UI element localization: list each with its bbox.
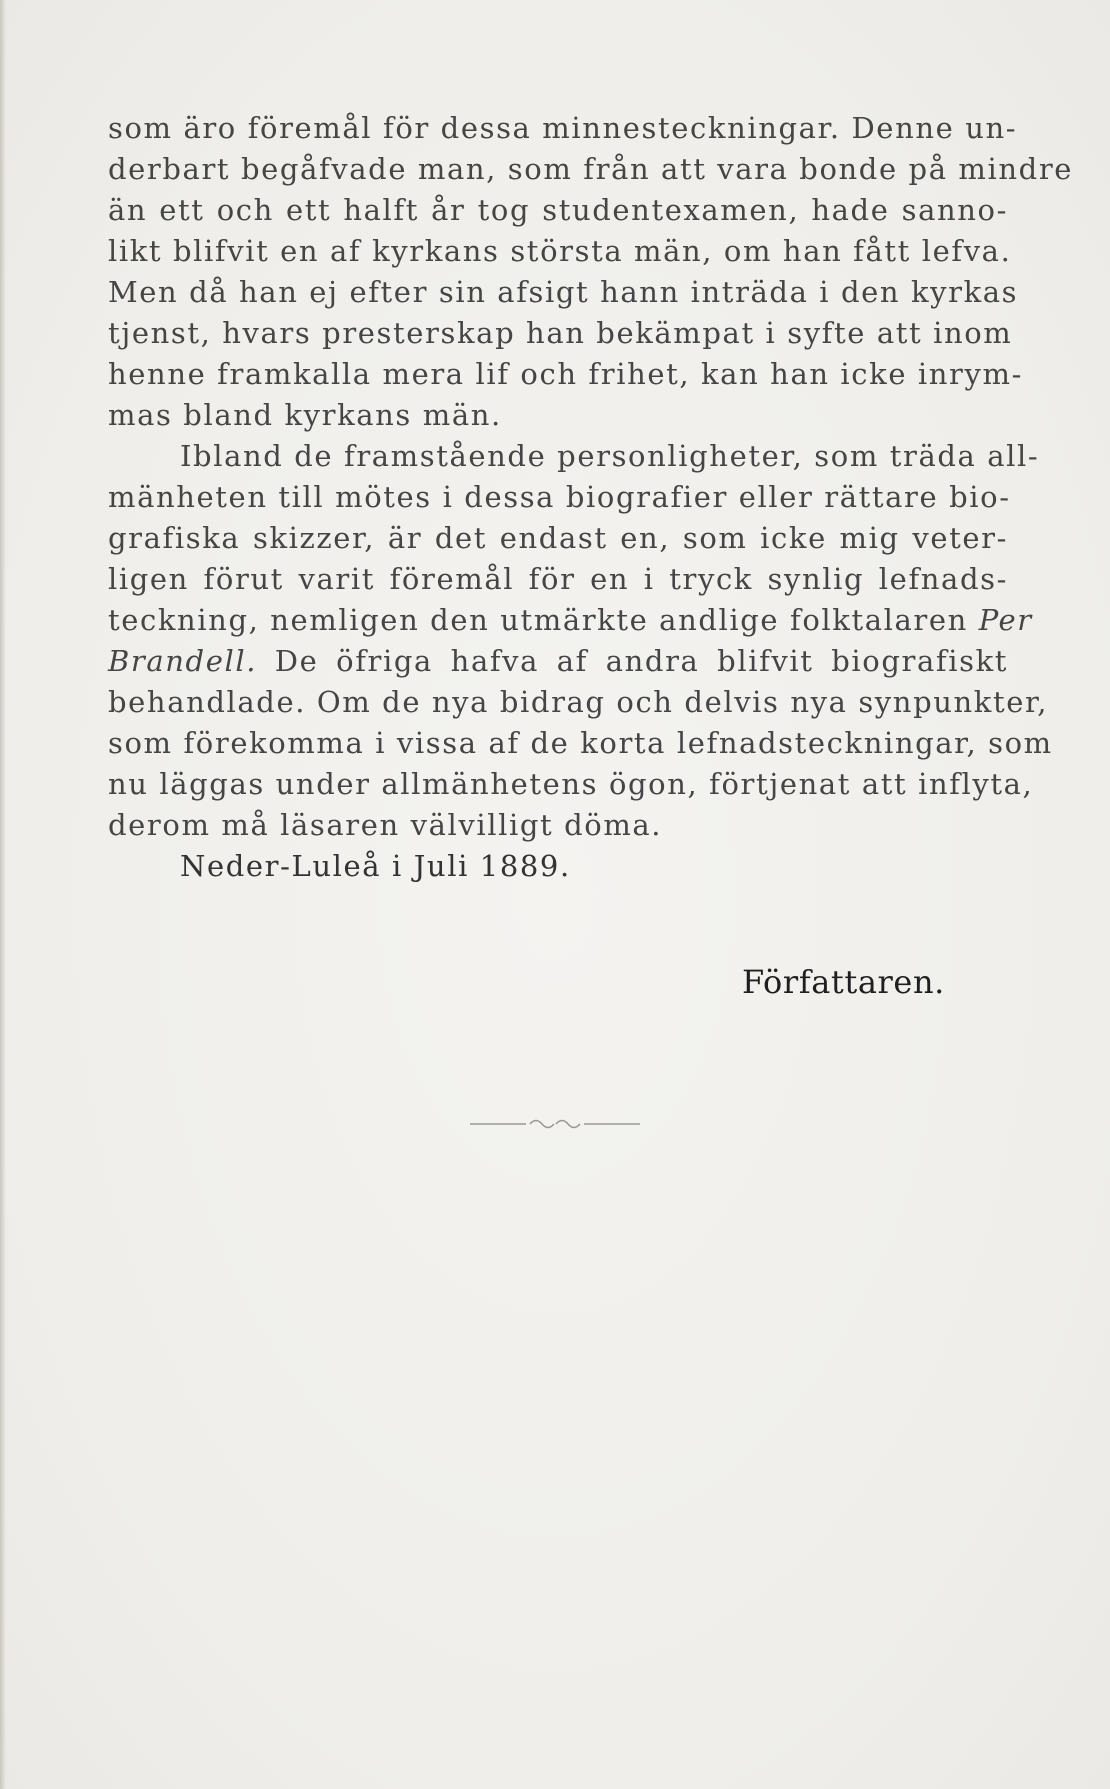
text-line: mänheten till mötes i dessa biografier eller rättare bio- [108, 480, 1011, 514]
text-line: behandlade. Om de nya bidrag och delvis nya synpunkter, [108, 685, 1049, 719]
text-line: som äro föremål för dessa minnesteckningar. Denne un- [108, 111, 1018, 145]
text-line: Ibland de framstående personligheter, som träda all- [180, 439, 1040, 473]
text-line: ligen förut varit föremål för en i tryck synlig lefnads- [108, 562, 1008, 596]
author-signature: Författaren. [742, 963, 945, 1001]
text-line-with-name [108, 641, 1008, 682]
text-line: nu läggas under allmänhetens ögon, förtjenat att inflyta, [108, 767, 1034, 801]
text-line-with-name [108, 600, 1033, 641]
text-line: än ett och ett halft år tog studentexamen, hade sanno- [108, 193, 1008, 227]
text-line: grafiska skizzer, är det endast en, som icke mig veter- [108, 521, 1008, 555]
person-name-part: Per [978, 603, 1033, 637]
text-line: likt blifvit en af kyrkans största män, om han fått lefva. [108, 234, 1012, 268]
text-line: mas bland kyrkans män. [108, 398, 502, 432]
preface-text [108, 108, 1074, 887]
person-name-part: Brandell. [108, 644, 258, 678]
text-line: som förekomma i vissa af de korta lefnadsteckningar, som [108, 726, 1053, 760]
place-and-date: Neder-Luleå i Juli 1889. [180, 849, 571, 883]
page-edge-shadow [0, 0, 6, 1789]
text-line: tjenst, hvars presterskap han bekämpat i syfte att inom [108, 316, 1013, 350]
text-line: henne framkalla mera lif och frihet, kan han icke inrym- [108, 357, 1023, 391]
text-fragment: De öfriga hafva af andra blifvit biografiskt [257, 644, 1008, 678]
text-line: Men då han ej efter sin afsigt hann inträda i den kyrkas [108, 275, 1019, 309]
text-line: derbart begåfvade man, som från att vara bonde på mindre [108, 152, 1074, 186]
text-fragment: teckning, nemligen den utmärkte andlige folktalaren [108, 603, 979, 637]
ornament-divider [470, 1114, 640, 1134]
text-line: derom må läsaren välvilligt döma. [108, 808, 663, 842]
